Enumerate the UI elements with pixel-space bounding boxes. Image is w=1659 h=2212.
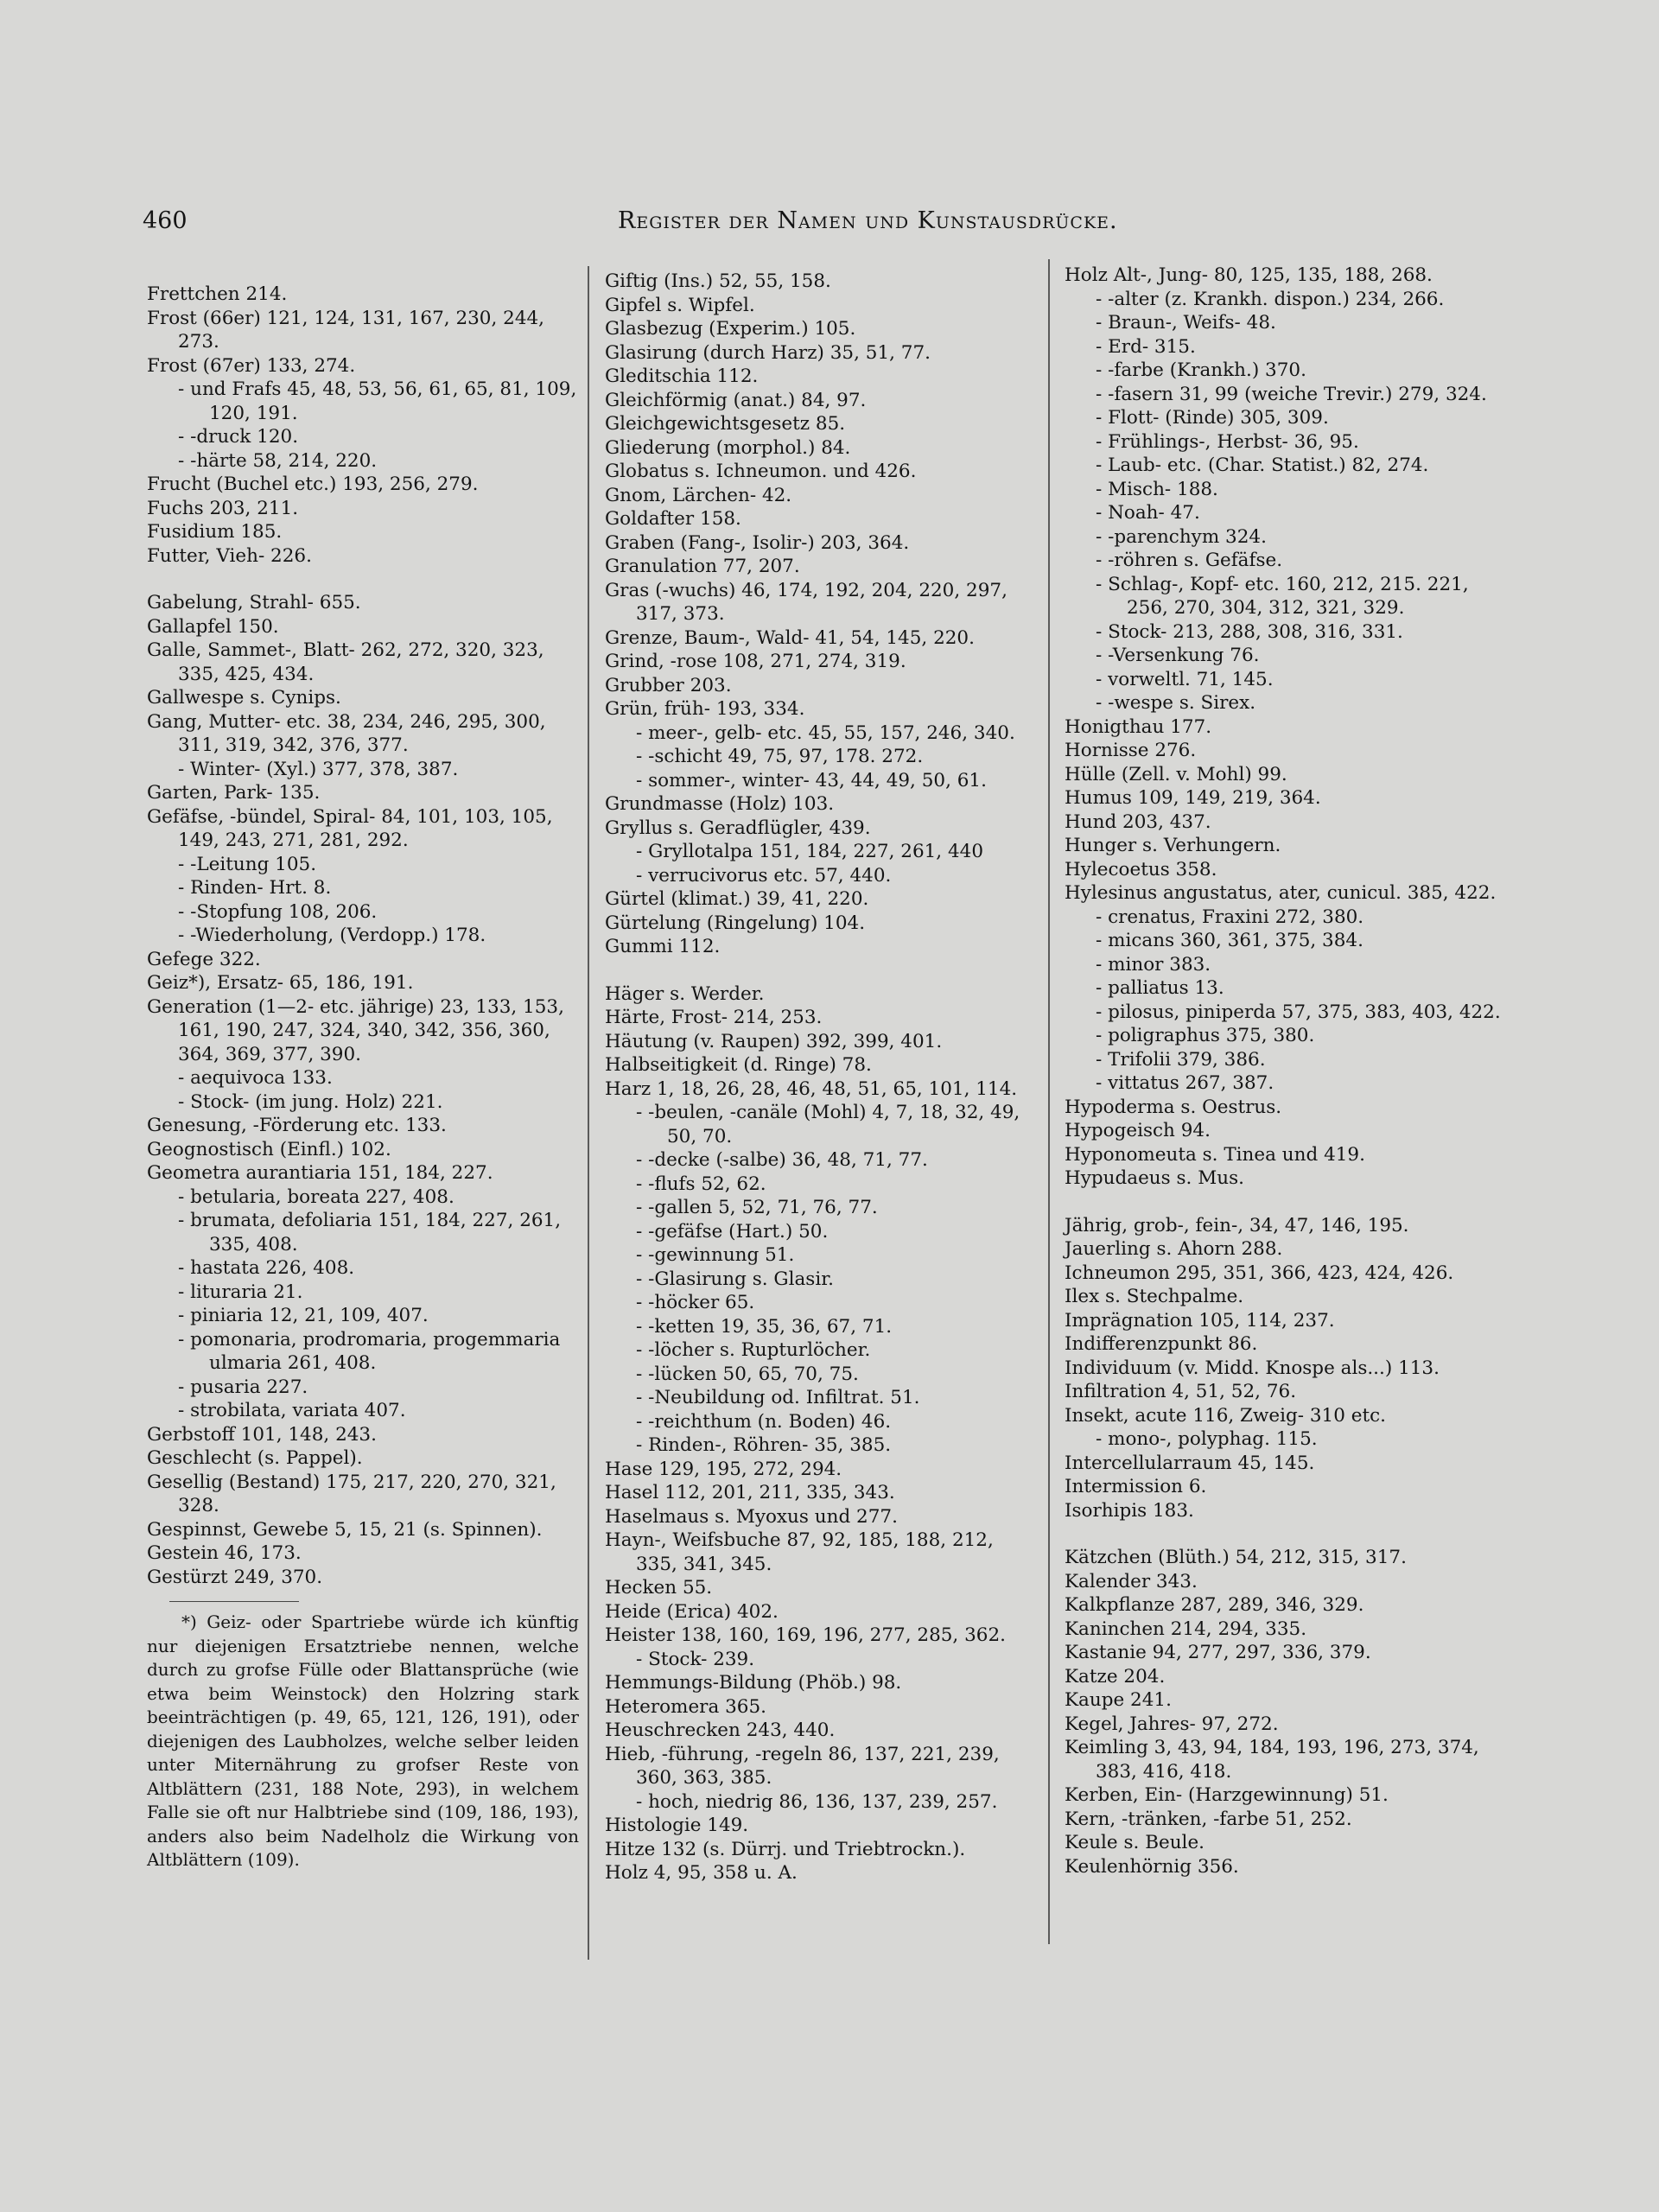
index-entry: Gleichgewichtsgesetz 85. [605, 413, 846, 435]
index-entry: - -schicht 49, 75, 97, 178. 272. [636, 746, 924, 767]
index-entry: Ichneumon 295, 351, 366, 423, 424, 426. [1065, 1262, 1454, 1284]
index-entry: Kaupe 241. [1065, 1689, 1172, 1711]
index-entry: Hasel 112, 201, 211, 335, 343. [605, 1482, 895, 1503]
index-entry: - Misch- 188. [1096, 478, 1218, 500]
index-entry: - Rinden-, Röhren- 35, 385. [636, 1434, 892, 1456]
index-entry: Grubber 203. [605, 674, 732, 696]
index-entry: - brumata, defoliaria 151, 184, 227, 261, 335, 408. [178, 1210, 562, 1255]
index-entry: Intercellularraum 45, 145. [1065, 1452, 1315, 1474]
index-entry: - -Wiederholung, (Verdopp.) 178. [178, 925, 486, 946]
index-entry: Generation (1—2- etc. jährige) 23, 133, 153, 161, 190, 247, 324, 340, 342, 356, 360, 364, 369, 377, 390. [147, 995, 564, 1065]
section-gap [1065, 1191, 1514, 1214]
index-entry: Hylesinus angustatus, ater, cunicul. 385, 422. [1065, 882, 1497, 904]
index-entry: Hylecoetus 358. [1065, 858, 1217, 880]
index-entry: - strobilata, variata 407. [178, 1400, 406, 1421]
index-entry: - -ketten 19, 35, 36, 67, 71. [636, 1315, 893, 1338]
index-entry: - -beulen, -canäle (Mohl) 4, 7, 18, 32, 49, 50, 70. [636, 1102, 1020, 1147]
index-entry: - -Glasirung s. Glasir. [636, 1268, 834, 1290]
index-entry: Keimling 3, 43, 94, 184, 193, 196, 273, 374, 383, 416, 418. [1065, 1737, 1479, 1783]
index-entry: Gesellig (Bestand) 175, 217, 220, 270, 321, 328. [147, 1471, 556, 1516]
index-entry: - Stock- 239. [636, 1648, 755, 1670]
index-entry: Frost (67er) 133, 274. [147, 354, 356, 377]
index-entry: - -flufs 52, 62. [636, 1173, 766, 1195]
index-entry: Hecken 55. [605, 1577, 713, 1599]
index-entry: Goldafter 158. [605, 508, 741, 530]
index-entry: Gefege 322. [147, 948, 261, 970]
index-entry: - -decke (-salbe) 36, 48, 71, 77. [636, 1149, 928, 1171]
index-entry: - -höcker 65. [636, 1292, 755, 1313]
index-entry: Gras (-wuchs) 46, 174, 192, 204, 220, 297, 317, 373. [605, 579, 1007, 625]
index-entry: Gefäfse, -bündel, Spiral- 84, 101, 103, 105, 149, 243, 271, 281, 292. [147, 805, 553, 851]
index-entry: Garten, Park- 135. [147, 782, 321, 804]
index-entry: Gürtelung (Ringelung) 104. [605, 912, 866, 934]
index-entry: Futter, Vieh- 226. [147, 544, 312, 567]
index-entry: Galle, Sammet-, Blatt- 262, 272, 320, 323, 335, 425, 434. [147, 639, 544, 685]
index-entry: Gabelung, Strahl- 655. [147, 592, 361, 613]
index-entry: - hoch, niedrig 86, 136, 137, 239, 257. [636, 1790, 998, 1813]
index-entry: Häutung (v. Raupen) 392, 399, 401. [605, 1030, 943, 1052]
index-entry: Hieb, -führung, -regeln 86, 137, 221, 239, 360, 363, 385. [605, 1743, 1000, 1789]
index-entry: - hastata 226, 408. [178, 1257, 355, 1279]
index-entry: Gallapfel 150. [147, 615, 279, 638]
index-entry: Hunger s. Verhungern. [1065, 835, 1281, 856]
index-entry: Hypogeisch 94. [1065, 1120, 1211, 1141]
index-entry: - Frühlings-, Herbst- 36, 95. [1096, 430, 1359, 453]
index-entry: - pilosus, piniperda 57, 375, 383, 403, 422. [1096, 1001, 1501, 1023]
index-column-2 [605, 270, 1037, 1885]
index-entry: Humus 109, 149, 219, 364. [1065, 787, 1321, 809]
index-entry: Gestürzt 249, 370. [147, 1566, 323, 1588]
index-entry: Gipfel s. Wipfel. [605, 294, 755, 316]
index-entry: - crenatus, Fraxini 272, 380. [1096, 906, 1364, 928]
index-entry: - -Neubildung od. Infiltrat. 51. [636, 1387, 920, 1408]
index-entry: Hase 129, 195, 272, 294. [605, 1458, 842, 1480]
index-entry: Heuschrecken 243, 440. [605, 1719, 836, 1741]
column-1-entries [147, 283, 579, 1589]
index-entry: Geschlecht (s. Pappel). [147, 1447, 363, 1469]
index-entry: Kegel, Jahres- 97, 272. [1065, 1713, 1279, 1735]
index-entry: Hypudaeus s. Mus. [1065, 1167, 1244, 1189]
index-entry: - Erd- 315. [1096, 335, 1196, 358]
index-column-3 [1065, 264, 1514, 1878]
index-entry: Harz 1, 18, 26, 28, 46, 48, 51, 65, 101, 114. [605, 1077, 1018, 1100]
index-entry: - Rinden- Hrt. 8. [178, 877, 332, 899]
index-entry: Heister 138, 160, 169, 196, 277, 285, 362. [605, 1624, 1006, 1646]
index-entry: Gliederung (morphol.) 84. [605, 436, 851, 459]
index-entry: - und Frafs 45, 48, 53, 56, 61, 65, 81, 109, 120, 191. [178, 378, 577, 424]
index-entry: Geometra aurantiaria 151, 184, 227. [147, 1162, 493, 1184]
index-entry: Frettchen 214. [147, 283, 288, 305]
index-entry: Kastanie 94, 277, 297, 336, 379. [1065, 1642, 1371, 1663]
index-entry: - -löcher s. Rupturlöcher. [636, 1339, 871, 1361]
index-entry: Kerben, Ein- (Harzgewinnung) 51. [1065, 1784, 1389, 1806]
index-entry: Geognostisch (Einfl.) 102. [147, 1138, 391, 1160]
index-entry: Ilex s. Stechpalme. [1065, 1286, 1244, 1307]
index-entry: Grind, -rose 108, 271, 274, 319. [605, 651, 906, 672]
index-entry: - -Stopfung 108, 206. [178, 900, 378, 923]
index-entry: Heide (Erica) 402. [605, 1600, 779, 1623]
index-entry: Halbseitigkeit (d. Ringe) 78. [605, 1054, 872, 1076]
index-entry: - sommer-, winter- 43, 44, 49, 50, 61. [636, 769, 987, 791]
index-entry: Grundmasse (Holz) 103. [605, 793, 835, 815]
index-entry: Hund 203, 437. [1065, 810, 1211, 833]
index-entry: Katze 204. [1065, 1665, 1166, 1688]
page-header [143, 207, 1128, 242]
index-entry: - -gefäfse (Hart.) 50. [636, 1220, 829, 1243]
index-entry: Kern, -tränken, -farbe 51, 252. [1065, 1808, 1352, 1830]
index-entry: Gestein 46, 173. [147, 1542, 302, 1564]
index-entry: Gummi 112. [605, 936, 721, 957]
index-entry: - poligraphus 375, 380. [1096, 1025, 1315, 1046]
index-entry: - -reichthum (n. Boden) 46. [636, 1410, 892, 1433]
index-entry: Honigthau 177. [1065, 715, 1212, 738]
index-entry: Härte, Frost- 214, 253. [605, 1007, 823, 1028]
index-entry: Gnom, Lärchen- 42. [605, 484, 792, 506]
index-entry: - micans 360, 361, 375, 384. [1096, 930, 1363, 951]
section-gap [605, 959, 1037, 982]
index-entry: Hornisse 276. [1065, 740, 1197, 761]
page-number: 460 [143, 207, 188, 234]
index-entry: - aequivoca 133. [178, 1067, 333, 1089]
index-entry: Hypoderma s. Oestrus. [1065, 1096, 1282, 1118]
index-entry: - vittatus 267, 387. [1096, 1072, 1274, 1094]
index-entry: - vorweltl. 71, 145. [1096, 668, 1274, 690]
index-entry: Kaninchen 214, 294, 335. [1065, 1618, 1307, 1640]
index-entry: - betularia, boreata 227, 408. [178, 1185, 454, 1208]
index-entry: Geiz*), Ersatz- 65, 186, 191. [147, 972, 414, 994]
index-entry: Kalkpflanze 287, 289, 346, 329. [1065, 1594, 1364, 1616]
index-entry: Glasbezug (Experim.) 105. [605, 318, 856, 340]
index-entry: - -fasern 31, 99 (weiche Trevir.) 279, 324. [1096, 383, 1487, 405]
index-entry: Glasirung (durch Harz) 35, 51, 77. [605, 341, 931, 364]
index-column-1 [147, 283, 579, 1872]
index-entry: - Stock- (im jung. Holz) 221. [178, 1090, 443, 1113]
index-entry: Gleichförmig (anat.) 84, 97. [605, 389, 867, 411]
index-entry: Holz 4, 95, 358 u. A. [605, 1862, 798, 1884]
index-entry: - pusaria 227. [178, 1376, 308, 1398]
index-entry: Gang, Mutter- etc. 38, 234, 246, 295, 300, 311, 319, 342, 376, 377. [147, 710, 546, 756]
index-entry: Kalender 343. [1065, 1570, 1198, 1592]
index-entry: - -Versenkung 76. [1096, 645, 1260, 666]
index-entry: Gespinnst, Gewebe 5, 15, 21 (s. Spinnen). [147, 1518, 543, 1541]
column-divider [588, 266, 589, 1960]
index-entry: Hyponomeuta s. Tinea und 419. [1065, 1143, 1365, 1166]
index-entry: Jährig, grob-, fein-, 34, 47, 146, 195. [1065, 1214, 1409, 1236]
index-entry: - -farbe (Krankh.) 370. [1096, 359, 1306, 381]
footnote: *) Geiz- oder Spartriebe würde ich künftig nur diejenigen Ersatztriebe nennen, welche durch zu grofse Fülle oder Blattansprüche (wie etwa beim Weinstock) den Holzring stark beeinträchtigen (p. 49, 65, 121, 126, 191), oder diejenigen des Laubholzes, welche selber leiden unter Miternährung zu grofser Reste von Altblättern (231, 188 Note, 293), in welchem Falle sie oft nur Halbtriebe sind (109, 186, 193), anders also beim Nadelholz die Wirkung von Altblättern (109). [147, 1611, 579, 1870]
index-entry: Gerbstoff 101, 148, 243. [147, 1423, 377, 1446]
index-entry: Hayn-, Weifsbuche 87, 92, 185, 188, 212, 335, 341, 345. [605, 1529, 994, 1575]
index-entry: - meer-, gelb- etc. 45, 55, 157, 246, 340. [636, 721, 1015, 744]
index-entry: Granulation 77, 207. [605, 556, 800, 577]
index-entry: Infiltration 4, 51, 52, 76. [1065, 1381, 1297, 1402]
index-entry: Indifferenzpunkt 86. [1065, 1333, 1258, 1355]
index-entry: Hemmungs-Bildung (Phöb.) 98. [605, 1672, 902, 1694]
index-entry: Haselmaus s. Myoxus und 277. [605, 1505, 898, 1528]
index-entry: Frucht (Buchel etc.) 193, 256, 279. [147, 474, 479, 495]
index-entry: - -röhren s. Gefäfse. [1096, 550, 1283, 571]
index-entry: - -Leitung 105. [178, 853, 317, 875]
index-entry: - Flott- (Rinde) 305, 309. [1096, 407, 1329, 429]
index-entry: - Schlag-, Kopf- etc. 160, 212, 215. 221, 256, 270, 304, 312, 321, 329. [1096, 573, 1469, 619]
index-entry: Fuchs 203, 211. [147, 497, 299, 519]
index-entry: Intermission 6. [1065, 1476, 1207, 1497]
index-entry: - -alter (z. Krankh. dispon.) 234, 266. [1096, 288, 1445, 310]
index-entry: Gallwespe s. Cynips. [147, 687, 341, 709]
index-entry: Kätzchen (Blüth.) 54, 212, 315, 317. [1065, 1547, 1407, 1568]
index-entry: - Gryllotalpa 151, 184, 227, 261, 440 [636, 841, 984, 862]
page-title: Register der Namen und Kunstausdrücke. [618, 207, 1118, 234]
index-entry: - Trifolii 379, 386. [1096, 1048, 1266, 1071]
index-entry: - minor 383. [1096, 953, 1211, 976]
index-entry: Holz Alt-, Jung- 80, 125, 135, 188, 268. [1065, 264, 1433, 286]
index-entry: Grenze, Baum-, Wald- 41, 54, 145, 220. [605, 626, 975, 649]
index-entry: Jauerling s. Ahorn 288. [1065, 1238, 1283, 1260]
index-entry: Giftig (Ins.) 52, 55, 158. [605, 270, 831, 292]
index-entry: - Braun-, Weifs- 48. [1096, 312, 1276, 334]
index-entry: - -parenchym 324. [1096, 525, 1267, 548]
index-entry: Keule s. Beule. [1065, 1832, 1205, 1853]
index-entry: - pomonaria, prodromaria, progemmaria ulmaria 261, 408. [178, 1328, 561, 1374]
index-entry: Fusidium 185. [147, 521, 283, 543]
index-entry: Gleditschia 112. [605, 365, 759, 387]
section-gap [147, 568, 579, 591]
index-entry: - Noah- 47. [1096, 502, 1200, 524]
index-entry: Frost (66er) 121, 124, 131, 167, 230, 244, 273. [147, 307, 545, 353]
index-entry: Grün, früh- 193, 334. [605, 698, 805, 720]
index-entry: Imprägnation 105, 114, 237. [1065, 1309, 1335, 1332]
column-divider [1048, 259, 1050, 1944]
index-entry: Globatus s. Ichneumon. und 426. [605, 461, 917, 482]
index-entry: Gryllus s. Geradflügler, 439. [605, 817, 871, 839]
index-entry: - lituraria 21. [178, 1281, 303, 1303]
index-entry: - -härte 58, 214, 220. [178, 449, 378, 472]
index-entry: Hülle (Zell. v. Mohl) 99. [1065, 763, 1287, 785]
index-entry: - -druck 120. [178, 426, 299, 448]
index-entry: - -wespe s. Sirex. [1096, 692, 1256, 714]
index-entry: - mono-, polyphag. 115. [1096, 1428, 1318, 1450]
index-entry: - -gewinnung 51. [636, 1244, 795, 1266]
index-entry: Gürtel (klimat.) 39, 41, 220. [605, 888, 869, 910]
index-entry: Histologie 149. [605, 1815, 749, 1836]
index-entry: - verrucivorus etc. 57, 440. [636, 864, 892, 887]
index-entry: - -lücken 50, 65, 70, 75. [636, 1363, 859, 1385]
index-entry: - Stock- 213, 288, 308, 316, 331. [1096, 620, 1403, 643]
index-entry: Genesung, -Förderung etc. 133. [147, 1115, 447, 1136]
index-entry: Hitze 132 (s. Dürrj. und Triebtrockn.). [605, 1838, 966, 1860]
index-entry: - Winter- (Xyl.) 377, 378, 387. [178, 758, 459, 780]
index-entry: - piniaria 12, 21, 109, 407. [178, 1305, 429, 1326]
footnote-divider [169, 1601, 299, 1602]
index-entry: Graben (Fang-, Isolir-) 203, 364. [605, 531, 910, 554]
index-entry: Häger s. Werder. [605, 982, 765, 1005]
index-entry: Heteromera 365. [605, 1695, 766, 1718]
index-entry: Individuum (v. Midd. Knospe als...) 113. [1065, 1357, 1440, 1379]
index-entry: Keulenhörnig 356. [1065, 1855, 1239, 1878]
section-gap [1065, 1522, 1514, 1546]
index-entry: Isorhipis 183. [1065, 1499, 1194, 1522]
index-entry: - palliatus 13. [1096, 977, 1224, 999]
index-entry: - Laub- etc. (Char. Statist.) 82, 274. [1096, 454, 1429, 476]
index-entry: - -gallen 5, 52, 71, 76, 77. [636, 1197, 878, 1218]
index-entry: Insekt, acute 116, Zweig- 310 etc. [1065, 1404, 1386, 1427]
